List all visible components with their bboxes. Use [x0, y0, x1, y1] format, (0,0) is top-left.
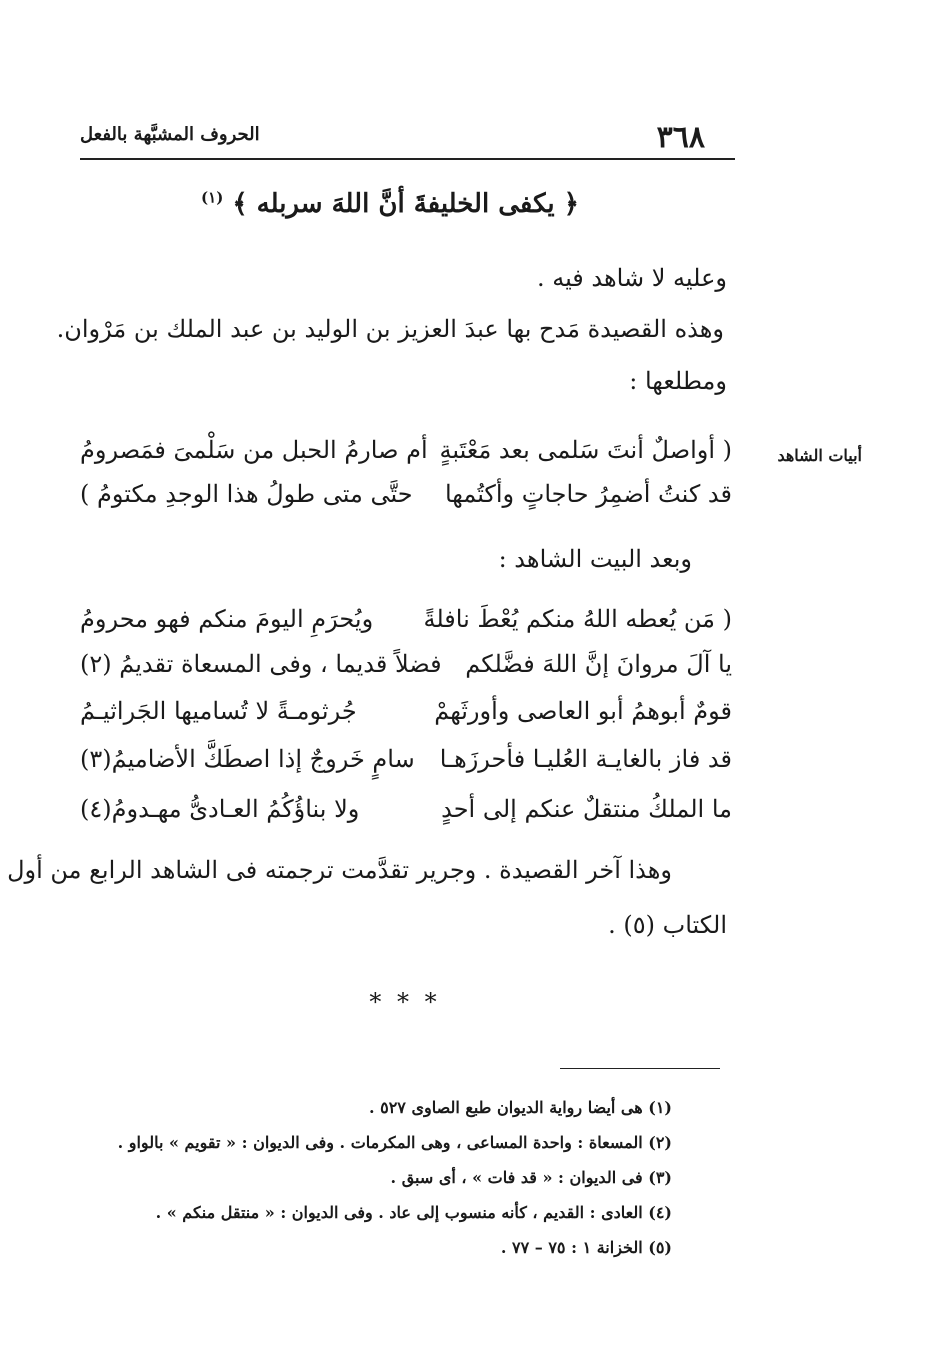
- paragraph-after-witness: وبعد البيت الشاهد :: [498, 545, 692, 573]
- footnote: (٢) المسعاة : واحدة المساعى ، وهى المكرمات . وفى الديوان : « تقويم » بالواو .: [117, 1133, 672, 1152]
- footnotes: [118, 1090, 672, 1265]
- verse-line: [80, 745, 732, 785]
- verse-first-hemistich: قد فاز بالغايـة العُليـا فأحرزَهـا: [439, 745, 732, 773]
- paragraph-poem-end: وهذا آخر القصيدة . وجرير تقدَّمت ترجمته فى الشاهد الرابع من أول: [7, 856, 672, 884]
- verse-first-hemistich: يا آلَ مروانَ إنَّ اللهَ فضَّلكم: [465, 650, 732, 678]
- verse-second-hemistich: جُرثومـةً لا تُساميها الجَراثيـمُ: [80, 697, 357, 725]
- verse-line: [80, 480, 732, 520]
- paragraph-no-evidence: وعليه لا شاهد فيه .: [536, 264, 727, 292]
- quoted-hemistich: [150, 188, 630, 222]
- verse-second-hemistich: ولا بناؤُكُمُ العـادىُّ مهـدومُ(٤): [80, 795, 360, 823]
- verse-line: [80, 650, 732, 690]
- verse-line: [80, 436, 732, 476]
- section-separator: * * *: [369, 988, 441, 1016]
- paragraph-opening-intro: ومطلعها :: [629, 367, 727, 395]
- footnote: (٤) العادى : القديم ، كأنه منسوب إلى عاد . وفى الديوان : « منتقل منكم » .: [155, 1203, 672, 1222]
- margin-label: أبيات الشاهد: [777, 446, 862, 465]
- verse-line: [80, 697, 732, 737]
- footnote-ref-1: (١): [201, 188, 224, 207]
- verse-second-hemistich: سامٍ خَروجٌ إذا اصطَكَّ الأضاميمُ(٣): [80, 745, 415, 773]
- footnote: (٥) الخزانة ١ : ٧٥ – ٧٧ .: [500, 1238, 672, 1257]
- verse-second-hemistich: حتَّى متى طولُ هذا الوجدِ مكتومُ ): [80, 480, 413, 508]
- verse-first-hemistich: قد كنتُ أضمِرُ حاجاتٍ وأكتُمها: [444, 480, 732, 508]
- verse-first-hemistich: ( أواصلٌ أنتَ سَلمى بعد مَعْتَبةٍ: [439, 436, 732, 464]
- running-header: [80, 118, 735, 160]
- verse-second-hemistich: أم صارمُ الحبل من سَلْمىَ فمَصرومُ: [80, 436, 428, 464]
- footnote: (١) هى أيضا رواية الديوان طبع الصاوى ٥٢٧ .: [368, 1098, 672, 1117]
- verse-second-hemistich: فضلاً قديما ، وفى المسعاة تقديمُ (٢): [80, 650, 442, 678]
- verse-first-hemistich: ما الملكُ منتقلٌ عنكم إلى أحدٍ: [441, 795, 732, 823]
- verse-first-hemistich: ( مَن يُعطه اللهُ منكم يُعْطَ نافلةً: [423, 605, 732, 633]
- verse-second-hemistich: ويُحرَمِ اليومَ منكم فهو محرومُ: [80, 605, 374, 633]
- verse-line: [80, 605, 732, 645]
- verse-first-hemistich: قومٌ أبوهمُ أبو العاصى وأورثَهمْ: [434, 697, 732, 725]
- footnote-rule: [560, 1068, 720, 1069]
- footnote: (٣) فى الديوان : « قد فات » ، أى سبق .: [390, 1168, 672, 1187]
- paragraph-poem-context: وهذه القصيدة مَدح بها عبدَ العزيز بن الوليد بن عبد الملك بن مَرْوان.: [56, 315, 724, 343]
- quoted-hemistich-text: ﴿ يكفى الخليفةَ أنَّ اللهَ سربله ﴾: [232, 189, 579, 219]
- page-number: ٣٦٨: [656, 120, 705, 155]
- verse-line: [80, 795, 732, 835]
- paragraph-book-ref: الكتاب (٥) .: [608, 911, 727, 939]
- section-title: الحروف المشبَّهة بالفعل: [80, 124, 260, 145]
